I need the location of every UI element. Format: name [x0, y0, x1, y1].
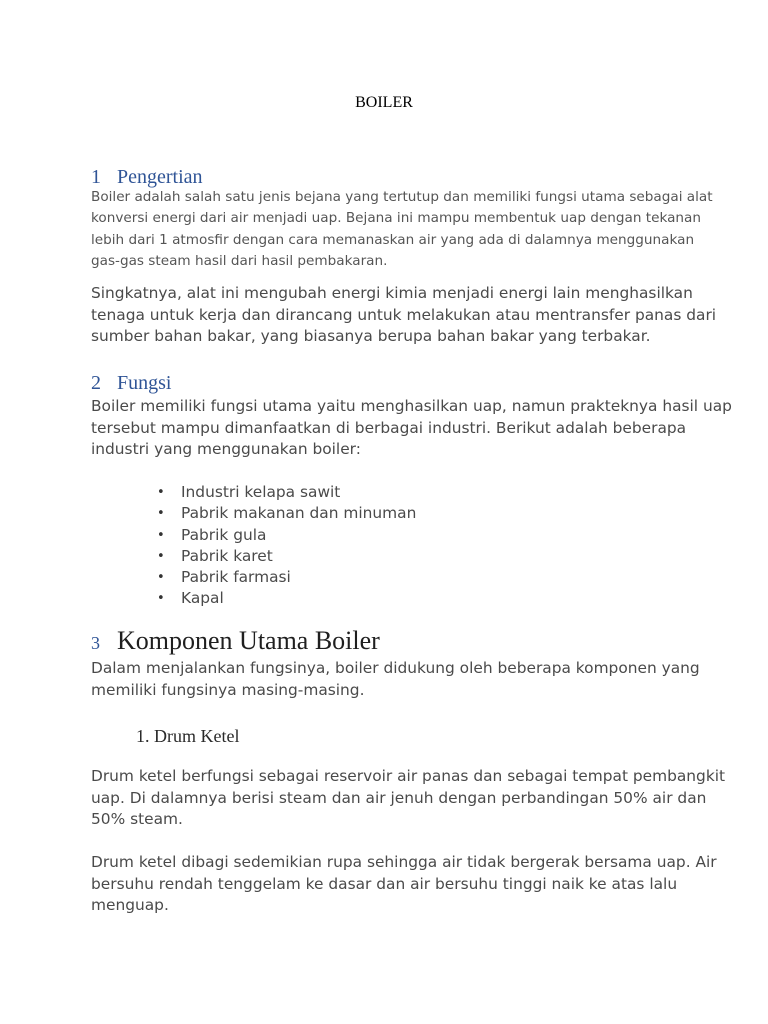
paragraph-line: Boiler adalah salah satu jenis bejana yang tertutup dan memiliki fungsi utama sebagai alat: [91, 189, 713, 205]
paragraph-line: memiliki fungsinya masing-masing.: [91, 680, 365, 699]
paragraph-line: sumber bahan bakar, yang biasanya berupa bahan bakar yang terbakar.: [91, 327, 651, 345]
section-3-paragraph-2: [91, 766, 726, 831]
list-item: • Industri kelapa sawit: [157, 482, 416, 503]
paragraph-line: 50% steam.: [91, 810, 183, 828]
paragraph-line: gas-gas steam hasil dari hasil pembakaran.: [91, 252, 388, 269]
section-3-paragraph-1: [91, 658, 700, 701]
section-3-number: 3: [91, 633, 100, 653]
paragraph-line: bersuhu rendah tenggelam ke dasar dan air bersuhu tinggi naik ke atas lalu: [91, 874, 678, 893]
section-2-heading: [91, 371, 171, 395]
paragraph-line: Drum ketel berfungsi sebagai reservoir air panas dan sebagai tempat pembangkit: [91, 767, 726, 785]
paragraph-line: industri yang menggunakan boiler:: [91, 440, 361, 458]
paragraph-line: Dalam menjalankan fungsinya, boiler didukung oleh beberapa komponen yang: [91, 659, 700, 677]
list-item: • Pabrik makanan dan minuman: [157, 503, 416, 524]
paragraph-line: Drum ketel dibagi sedemikian rupa sehingga air tidak bergerak bersama uap. Air: [91, 853, 717, 871]
section-2-paragraph-1: [91, 396, 732, 461]
list-item: • Kapal: [157, 588, 416, 609]
list-item: • Pabrik farmasi: [157, 567, 416, 588]
paragraph-line: lebih dari 1 atmosfir dengan cara memanaskan air yang ada di dalamnya menggunakan: [91, 231, 695, 248]
paragraph-line: Singkatnya, alat ini mengubah energi kimia menjadi energi lain menghasilkan: [91, 284, 693, 302]
section-3-paragraph-3: [91, 852, 717, 917]
section-1-title: Pengertian: [117, 166, 203, 188]
paragraph-line: konversi energi dari air menjadi uap. Bejana ini mampu membentuk uap dengan tekanan: [91, 210, 701, 227]
section-1-number: 1: [91, 166, 101, 188]
paragraph-line: menguap.: [91, 896, 169, 914]
paragraph-line: uap. Di dalamnya berisi steam dan air jenuh dengan perbandingan 50% air dan: [91, 788, 707, 807]
list-item: • Pabrik gula: [157, 525, 416, 546]
industry-list: [157, 482, 416, 610]
paragraph-line: tenaga untuk kerja dan dirancang untuk melakukan atau mentransfer panas dari: [91, 305, 717, 324]
paragraph-line: Boiler memiliki fungsi utama yaitu menghasilkan uap, namun prakteknya hasil uap: [91, 397, 732, 415]
section-1-heading: [91, 165, 203, 189]
document-title: BOILER: [355, 94, 413, 111]
paragraph-line: tersebut mampu dimanfaatkan di berbagai industri. Berikut adalah beberapa: [91, 418, 687, 437]
section-3-heading: [91, 626, 380, 658]
section-1-paragraph-1: [91, 187, 713, 272]
section-2-title: Fungsi: [117, 372, 172, 394]
section-3-title: Komponen Utama Boiler: [117, 626, 380, 655]
subheading-drum-ketel: 1. Drum Ketel: [136, 726, 240, 746]
section-2-number: 2: [91, 372, 101, 394]
list-item: • Pabrik karet: [157, 546, 416, 567]
section-1-paragraph-2: [91, 283, 717, 348]
